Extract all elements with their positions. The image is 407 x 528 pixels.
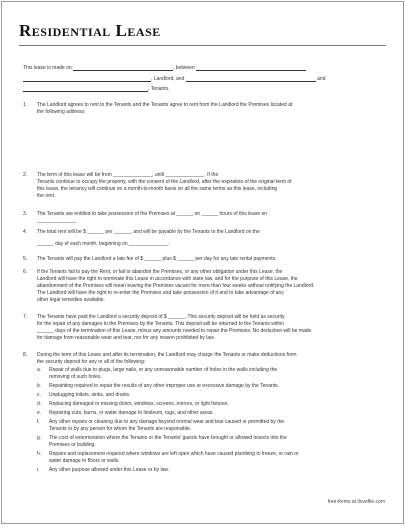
section-number: 4. — [23, 229, 28, 235]
section-number: 2. — [23, 172, 28, 178]
section-line: Landlord will have the right to terminate this Lease in accordance with state law, and for the purpose of this Lease, the — [37, 276, 298, 282]
list-item: Unplugging toilets, sinks, and drains. — [49, 392, 131, 398]
document-title: Residential Lease — [19, 21, 161, 40]
section-line: the rent. — [37, 193, 56, 199]
landlord-blank-2 — [23, 76, 151, 82]
list-item: Repairs and replacement required where windows are left open which have caused plumbing to freeze, or rain or — [49, 451, 299, 457]
section-number: 1. — [23, 102, 28, 108]
date-blank — [73, 65, 173, 71]
item-letter: f. — [37, 419, 40, 425]
tenant-blank-1 — [186, 76, 316, 82]
section-line: the following address: — [37, 109, 86, 115]
section-line: for the repair of any damages to the Premises by the Tenants. This deposit will be returned to the Tenants within — [37, 321, 285, 327]
section-line: The term of this lease will be from ______________, until ______________. If the — [37, 172, 219, 178]
lease-page — [1, 1, 404, 524]
list-item: Repainting required to repair the results of any other improper use or excessive damage by the Tenants. — [49, 383, 280, 389]
intro-line-2: , Landlord, and and — [23, 76, 387, 82]
item-letter: b. — [37, 383, 42, 389]
section-line: the security deposit for any or all of the following: — [37, 359, 146, 365]
section-number: 5. — [23, 256, 28, 262]
list-item: Replacing damaged or missing doors, windows, screens, mirrors, or light fixtures. — [49, 401, 229, 407]
section-line: The total rent will be $ ______ per ______, and will be payable by the Tenants to the Landlord on the — [37, 229, 260, 235]
intro-line-1: This lease is made on , between — [23, 65, 387, 71]
section-number: 8. — [23, 352, 28, 358]
section-line: ______________. — [37, 218, 78, 224]
list-item: removing of such holes. — [49, 374, 102, 380]
section-line: The Landlord will have the right to re-enter the Premises and take possession of it and to take advantage of any — [37, 290, 284, 296]
section-line: The Tenants are entitled to take possession of the Premises at ______ on ______ hours of this lease on — [37, 211, 268, 217]
item-letter: d. — [37, 401, 42, 407]
list-item: Any other repairs or cleaning due to any damage beyond normal wear and tear caused or permitted by the — [49, 419, 285, 425]
list-item: The cost of extermination where the Tenants or the Tenants' guests have brought or allowed insects into the — [49, 435, 287, 441]
list-item: Any other purpose allowed under this Lease or by law. — [49, 467, 170, 473]
section-line: If the Tenants fail to pay the Rent, or fail to abandon the Premises, or any other obligation under this Lease, the — [37, 269, 283, 275]
item-letter: c. — [37, 392, 41, 398]
section-line: During the term of this Lease and after its termination, the Landlord may charge the Tenants or make deductions from — [37, 352, 297, 358]
list-item: Tenants or by any person for whom the Tenants are responsible. — [49, 426, 192, 432]
tenant-blank-2 — [23, 86, 148, 92]
section-number: 7. — [23, 314, 28, 320]
list-item: Premises or building. — [49, 442, 96, 448]
item-letter: h. — [37, 451, 42, 457]
section-number: 3. — [23, 211, 28, 217]
item-letter: e. — [37, 410, 42, 416]
list-item: water damage to floors or walls. — [49, 458, 120, 464]
section-line: ______ days of the termination of this Lease, minus any amounts needed to repair the Premises. No deduction will be made — [37, 328, 312, 334]
section-line: Tenants continue to occupy the property, with the consent of the Landlord, after the expiration of the original term of — [37, 179, 292, 185]
section-line: ______ day of each month, beginning on ______________. — [37, 241, 170, 247]
section-line: The Landlord agrees to rent to the Tenants and the Tenants agree to rent from the Landlord the Premises located at — [37, 102, 293, 108]
section-number: 6. — [23, 269, 28, 275]
list-item: Repair of walls due to plugs, large nails, or any unreasonable number of holes in the walls including the — [49, 367, 278, 373]
intro-line-3: , Tenants. — [23, 86, 387, 92]
section-line: The Tenants will pay the Landlord a late fee of $ ______ plus $ ______ per day for any late rental payments. — [37, 256, 277, 262]
list-item: Repairing cuts, burns, or water damage to linoleum, rugs, and other areas. — [49, 410, 214, 416]
item-letter: g. — [37, 435, 42, 441]
section-line: abandonment of the Premises will mean leaving the Premises vacant for more than four weeks without notifying the Landlord. — [37, 283, 315, 289]
section-line: this lease, the tenancy will continue on a month-to-month basis on all the same terms as this lease, including — [37, 186, 278, 192]
item-letter: a. — [37, 367, 42, 373]
section-line: other legal remedies available. — [37, 297, 105, 303]
footer-credit: free-forms at ilovefile.com — [327, 499, 385, 505]
item-letter: i. — [37, 467, 40, 473]
landlord-name-blank — [196, 65, 306, 71]
section-line: The Tenants have paid the Landlord a security deposit of $ ______. This security deposit will be held as security — [37, 314, 285, 320]
title-rule — [19, 45, 386, 46]
section-line: for damage from reasonable wear and tear, nor for any reason prohibited by law. — [37, 335, 215, 341]
